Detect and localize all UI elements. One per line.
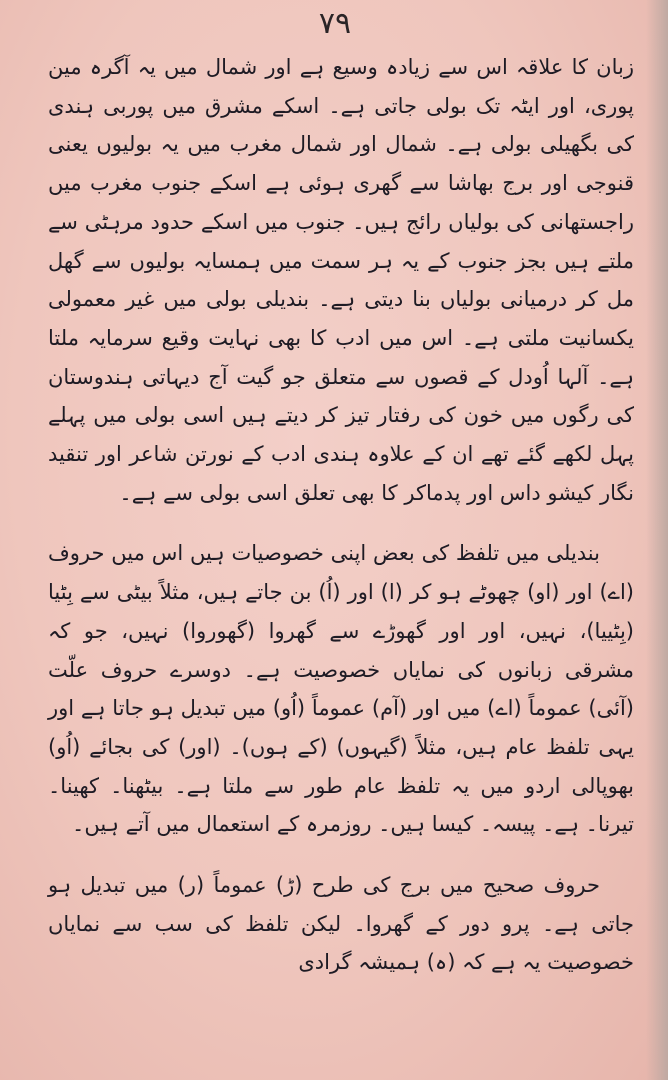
paragraph-1: زبان کا علاقہ اس سے زیادہ وسیع ہے اور شمال میں یہ آگرہ مین پوری، اور ایٹہ تک بولی جاتی ہے۔ اسکے مشرق میں پوربی ہندی کی بگھیلی بولی ہے۔ شمال اور شمال مغرب میں یہ بولیوں یعنی قنوجی اور برج بھاشا سے گھری ہوئی ہے اسکے جنوب مغرب میں راجستھانی کی بولیاں رائج ہیں۔ جنوب میں اسکے حدود مرہٹی سے ملتے ہیں بجز جنوب کے یہ ہر سمت میں ہمسایہ بولیوں سے گھل مل کر درمیانی بولیاں بنا دیتی ہے۔ بندیلی بولی میں غیر معمولی یکسانیت ملتی ہے۔ اس میں ادب کا بھی نہایت وقیع سرمایہ ملتا ہے۔ آلہا اُودل کے قصوں سے متعلق جو گیت آج دیہاتی ہندوستان کی رگوں میں خون کی رفتار تیز کر دیتے ہیں اسی بولی میں پہلے پہل لکھے گئے تھے ان کے علاوہ ہندی ادب کے نورتن شاعر اور تنقید نگار کیشو داس اور پدماکر کا بھی تعلق اسی بولی سے ہے۔ [48,55,634,505]
paragraph-gap [48,512,634,534]
page-number: ۷۹ [318,6,352,41]
paragraph-2: بندیلی میں تلفظ کی بعض اپنی خصوصیات ہیں اس میں حروف (اے) اور (او) چھوٹے ہو کر (ا) اور (اُ) بن جاتے ہیں، مثلاً بیٹی سے بِٹیا (بِٹییا)، نہیں، اور اور گھوڑے سے گھروا (گھوروا) نہیں، جو کہ مشرقی زبانوں کی نمایاں خصوصیت ہے۔ دوسرے حروف علّت (آئی) عموماً (اے) میں اور (آم) عموماً (اُو) میں تبدیل ہو جاتا ہے اور یہی تلفظ عام ہیں، مثلاً (گیہوں) (کے ہوں)۔ (اور) کی بجائے (اُو) بھوپالی اردو میں یہ تلفظ عام طور سے ملتا ہے۔ بیٹھنا۔ کھینا۔ تیرنا۔ ہے۔ پیسہ۔ کیسا ہیں۔ روزمرہ کے استعمال میں آتے ہیں۔ [48,541,634,837]
paragraph-3: حروف صحیح میں برج کی طرح (ڑ) عموماً (ر) میں تبدیل ہو جاتی ہے۔ پرو دور کے گھروا۔ لیکن تلفظ کی سب سے نمایاں خصوصیت یہ ہے کہ (ہ) ہمیشہ گرادی [48,873,634,975]
body-text [48,48,634,982]
paragraph-gap [48,844,634,866]
